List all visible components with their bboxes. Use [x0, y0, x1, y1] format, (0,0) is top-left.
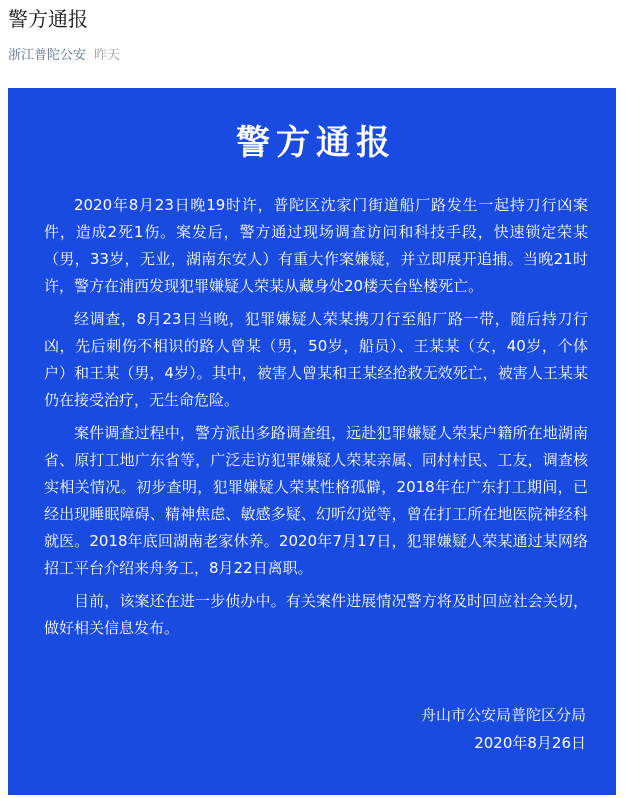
notice-heading: 警方通报 [236, 123, 396, 163]
notice-issuer: 舟山市公安局普陀区分局 [420, 706, 586, 724]
notice-date: 2020年8月26日 [474, 734, 586, 752]
notice-paragraph-4: 目前，该案还在进一步侦办中。有关案件进展情况警方将及时回应社会关切，做好相关信息发布。 [44, 592, 588, 637]
notice-paragraph-3: 案件调查过程中，警方派出多路调查组，远赴犯罪嫌疑人荣某户籍所在地湖南省、原打工地广东省等，广泛走访犯罪嫌疑人荣某亲属、同村村民、工友，调查核实相关情况。初步查明，犯罪嫌疑人荣某性格孤僻，2018年在广东打工期间，已经出现睡眠障碍、精神焦虑、敏感多疑、幻听幻觉等，曾在打工所在地医院神经科就医。2018年底回湖南老家休养。2020年7月17日，犯罪嫌疑人荣某通过某网络招工平台介绍来舟务工，8月22日离职。 [44, 424, 588, 577]
police-notice-image [8, 88, 616, 795]
post-header [0, 0, 625, 86]
account-name-link[interactable]: 浙江普陀公安 [8, 48, 87, 63]
post-time: 昨天 [94, 48, 121, 63]
notice-paragraph-2: 经调查，8月23日当晚，犯罪嫌疑人荣某携刀行至船厂路一带，随后持刀行凶，先后刺伤不相识的路人曾某（男，50岁，船员）、王某某（女，40岁，个体户）和王某（男，4岁）。其中，被害人曾某和王某经抢救无效死亡，被害人王某某仍在接受治疗，无生命危险。 [44, 310, 588, 409]
post-title: 警方通报 [8, 7, 88, 31]
notice-signature [421, 701, 586, 757]
notice-body [44, 192, 588, 642]
notice-paragraph-1: 2020年8月23日晚19时许，普陀区沈家门街道船厂路发生一起持刀行凶案件，造成2死1伤。案发后，警方通过现场调查访问和科技手段，快速锁定荣某（男，33岁，无业，湖南东安人）有重大作案嫌疑，并立即展开追捕。当晚21时许，警方在浦西发现犯罪嫌疑人荣某从藏身处20楼天台坠楼死亡。 [44, 196, 588, 295]
post-meta [8, 44, 617, 63]
